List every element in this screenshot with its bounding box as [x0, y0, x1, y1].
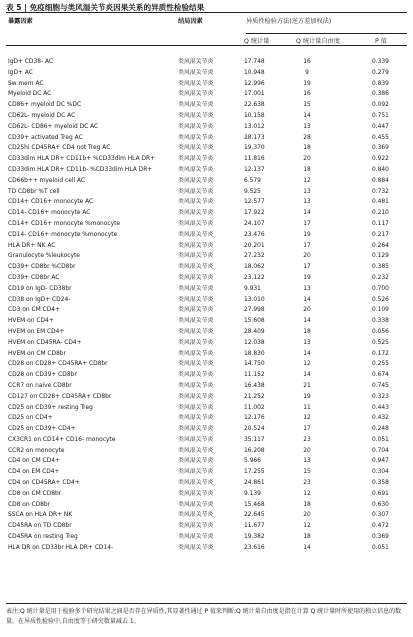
df-cell: 20 [303, 307, 311, 314]
q-cell: 16.208 [244, 447, 265, 454]
table-row [0, 122, 413, 133]
outcome-cell: 类风湿关节炎 [178, 156, 214, 163]
p-cell: 0.232 [372, 274, 389, 281]
df-cell: 18 [303, 166, 311, 173]
df-cell: 12 [303, 177, 311, 184]
df-cell: 14 [303, 210, 311, 217]
q-cell: 10.158 [244, 112, 265, 119]
q-cell: 20.524 [244, 426, 265, 433]
df-cell: 17 [303, 242, 311, 249]
df-cell: 15 [303, 469, 311, 476]
table-row [0, 89, 413, 100]
table-row [0, 543, 413, 554]
table-row [0, 478, 413, 489]
outcome-cell: 类风湿关节炎 [178, 544, 214, 551]
exposure-cell: CX3CR1 on CD14+ CD16- monocyte [8, 436, 116, 443]
p-cell: 0.674 [372, 372, 389, 379]
df-cell: 14 [303, 112, 311, 119]
q-cell: 6.579 [244, 177, 261, 184]
exposure-cell: TD CD8br %T cell [8, 188, 60, 195]
p-cell: 0.385 [372, 264, 389, 271]
table-row [0, 435, 413, 446]
df-cell: 13 [303, 123, 311, 130]
q-cell: 22.638 [244, 102, 265, 109]
q-cell: 17.922 [244, 210, 265, 217]
outcome-cell: 类风湿关节炎 [178, 534, 214, 541]
exposure-cell: CD25 on CD4+ [8, 415, 53, 422]
outcome-cell: 类风湿关节炎 [178, 80, 214, 87]
outcome-cell: 类风湿关节炎 [178, 166, 214, 173]
bottom-rule [6, 603, 407, 604]
exposure-cell: HLA DR+ NK AC [8, 242, 56, 249]
table-row [0, 500, 413, 511]
table-row [0, 532, 413, 543]
outcome-cell: 类风湿关节炎 [178, 350, 214, 357]
q-cell: 11.002 [244, 404, 265, 411]
outcome-cell: 类风湿关节炎 [178, 426, 214, 433]
outcome-cell: 类风湿关节炎 [178, 393, 214, 400]
p-cell: 0.051 [372, 436, 389, 443]
p-cell: 0.056 [372, 328, 389, 335]
exposure-cell: CD39+ CD8br AC [8, 274, 60, 281]
q-cell: 18.830 [244, 350, 265, 357]
exposure-cell: CD38 on IgD+ CD24- [8, 296, 71, 303]
exposure-cell: CD4 on CM CD4+ [8, 458, 60, 465]
df-cell: 17 [303, 220, 311, 227]
table-row [0, 510, 413, 521]
table-row [0, 327, 413, 338]
q-cell: 12.996 [244, 80, 265, 87]
exposure-cell: CD14+ CD16+ monocyte %monocyte [8, 220, 121, 227]
exposure-cell: HVEM on CD45RA- CD4+ [8, 339, 82, 346]
exposure-cell: Sw mem AC [8, 80, 44, 87]
exposure-cell: CD33dim HLA DR+ CD11b+ %CD33dim HLA DR+ [8, 156, 156, 163]
outcome-cell: 类风湿关节炎 [178, 339, 214, 346]
exposure-cell: CD25 on CD39+ CD4+ [8, 426, 76, 433]
outcome-cell: 类风湿关节炎 [178, 523, 214, 530]
exposure-cell: CD39+ CD8br %CD8br [8, 264, 76, 271]
table-row [0, 187, 413, 198]
df-cell: 19 [303, 80, 311, 87]
outcome-cell: 类风湿关节炎 [178, 382, 214, 389]
exposure-cell: CD4 on CD45RA+ CD4+ [8, 480, 80, 487]
df-cell: 18 [303, 328, 311, 335]
df-cell: 13 [303, 458, 311, 465]
outcome-cell: 类风湿关节炎 [178, 512, 214, 519]
p-cell: 0.447 [372, 123, 389, 130]
p-cell: 0.339 [372, 59, 389, 65]
exposure-cell: CD25hi CD45RA+ CD4 not Treg AC [8, 145, 111, 152]
exposure-cell: CD28 on CD28+ CD45RA+ CD8br [8, 361, 108, 368]
df-cell: 20 [303, 447, 311, 454]
p-cell: 0.386 [372, 91, 389, 98]
df-cell: 12 [303, 523, 311, 530]
p-cell: 0.481 [372, 199, 389, 206]
p-cell: 0.338 [372, 318, 389, 325]
exposure-cell: CD3 on CM CD4+ [8, 307, 60, 314]
p-cell: 0.455 [372, 134, 389, 141]
q-cell: 28.409 [244, 328, 265, 335]
p-cell: 0.432 [372, 415, 389, 422]
p-cell: 0.369 [372, 145, 389, 152]
table-row [0, 316, 413, 327]
outcome-cell: 类风湿关节炎 [178, 188, 214, 195]
outcome-cell: 类风湿关节炎 [178, 436, 214, 443]
df-cell: 20 [303, 156, 311, 163]
df-cell: 17 [303, 264, 311, 271]
table-row [0, 79, 413, 90]
exposure-cell: CD39+ activated Treg AC [8, 134, 83, 141]
q-cell: 21.252 [244, 393, 265, 400]
outcome-cell: 类风湿关节炎 [178, 404, 214, 411]
df-cell: 9 [305, 69, 309, 76]
outcome-cell: 类风湿关节炎 [178, 145, 214, 152]
df-cell: 20 [303, 512, 311, 519]
p-cell: 0.947 [372, 458, 389, 465]
header-test-method: 异质性检验方法(逆方差加权法) [246, 18, 332, 25]
table-row [0, 381, 413, 392]
df-cell: 13 [303, 339, 311, 346]
p-cell: 0.210 [372, 210, 389, 217]
df-cell: 15 [303, 102, 311, 109]
df-cell: 21 [303, 382, 311, 389]
p-cell: 0.109 [372, 307, 389, 314]
table-row [0, 230, 413, 241]
header-sub-rule [246, 33, 407, 34]
outcome-cell: 类风湿关节炎 [178, 285, 214, 292]
table-row [0, 456, 413, 467]
table-row [0, 262, 413, 273]
table-row [0, 359, 413, 370]
q-cell: 16.438 [244, 382, 265, 389]
df-cell: 13 [303, 188, 311, 195]
exposure-cell: IgD+ AC [8, 69, 33, 76]
header-p-value: P 值 [375, 38, 387, 45]
outcome-cell: 类风湿关节炎 [178, 469, 214, 476]
df-cell: 16 [303, 91, 311, 98]
p-cell: 0.217 [372, 231, 389, 238]
q-cell: 14.750 [244, 361, 265, 368]
p-cell: 0.691 [372, 490, 389, 497]
table-row [0, 489, 413, 500]
p-cell: 0.172 [372, 350, 389, 357]
p-cell: 0.279 [372, 69, 389, 76]
q-cell: 15.468 [244, 501, 265, 508]
outcome-cell: 类风湿关节炎 [178, 480, 214, 487]
q-cell: 12.577 [244, 199, 265, 206]
outcome-cell: 类风湿关节炎 [178, 123, 214, 130]
table-row [0, 273, 413, 284]
p-cell: 0.751 [372, 112, 389, 119]
table-row [0, 68, 413, 79]
outcome-cell: 类风湿关节炎 [178, 102, 214, 109]
q-cell: 9.139 [244, 490, 261, 497]
p-cell: 0.092 [372, 102, 389, 109]
table-row [0, 392, 413, 403]
p-cell: 0.443 [372, 404, 389, 411]
df-cell: 19 [303, 274, 311, 281]
outcome-cell: 类风湿关节炎 [178, 447, 214, 454]
outcome-cell: 类风湿关节炎 [178, 415, 214, 422]
q-cell: 11.816 [244, 156, 265, 163]
table-row [0, 165, 413, 176]
table-row [0, 424, 413, 435]
df-cell: 18 [303, 534, 311, 541]
p-cell: 0.839 [372, 80, 389, 87]
p-cell: 0.884 [372, 177, 389, 184]
outcome-cell: 类风湿关节炎 [178, 59, 214, 65]
p-cell: 0.700 [372, 285, 389, 292]
exposure-cell: CD62L- CD86+ myeloid DC AC [8, 123, 99, 130]
df-cell: 19 [303, 393, 311, 400]
q-cell: 9.525 [244, 188, 261, 195]
exposure-cell: HVEM on CM CD8br [8, 350, 66, 357]
df-cell: 12 [303, 415, 311, 422]
table-note: 表注:Q 统计量是用于检验多个研究结果之间是否存在异质性,其显著性通过 P 值来判断;Q 统计量自由度是指在计算 Q 统计量时所使用的独立信息的数量。在异质性检验中,自由度等于研究数量减去 1。 [6, 608, 402, 625]
table-row [0, 133, 413, 144]
p-cell: 0.264 [372, 242, 389, 249]
p-cell: 0.525 [372, 339, 389, 346]
table-row [0, 446, 413, 457]
q-cell: 17.748 [244, 59, 265, 65]
outcome-cell: 类风湿关节炎 [178, 361, 214, 368]
exposure-cell: HVEM on EM CD4+ [8, 328, 65, 335]
table-body [0, 57, 413, 554]
table-row [0, 100, 413, 111]
p-cell: 0.732 [372, 188, 389, 195]
table-row [0, 143, 413, 154]
table-row [0, 251, 413, 262]
df-cell: 13 [303, 285, 311, 292]
p-cell: 0.307 [372, 512, 389, 519]
table-row [0, 295, 413, 306]
q-cell: 28.173 [244, 134, 265, 141]
outcome-cell: 类风湿关节炎 [178, 307, 214, 314]
outcome-cell: 类风湿关节炎 [178, 318, 214, 325]
header-outcome: 结局因素 [178, 18, 203, 25]
outcome-cell: 类风湿关节炎 [178, 91, 214, 98]
table-row [0, 154, 413, 165]
q-cell: 24.861 [244, 480, 265, 487]
p-cell: 0.117 [372, 220, 389, 227]
df-cell: 14 [303, 296, 311, 303]
exposure-cell: CD4 on EM CD4+ [8, 469, 60, 476]
q-cell: 19.370 [244, 145, 265, 152]
exposure-cell: CD14- CD16+ monocyte AC [8, 210, 91, 217]
outcome-cell: 类风湿关节炎 [178, 242, 214, 249]
table-row [0, 467, 413, 478]
p-cell: 0.369 [372, 534, 389, 541]
exposure-cell: CD86+ myeloid DC %DC [8, 102, 82, 109]
exposure-cell: IgD+ CD38- AC [8, 59, 54, 65]
exposure-cell: CD8 on CM CD8br [8, 490, 62, 497]
outcome-cell: 类风湿关节炎 [178, 328, 214, 335]
q-cell: 13.012 [244, 123, 265, 130]
exposure-cell: CD19 on IgD- CD38br [8, 285, 72, 292]
outcome-cell: 类风湿关节炎 [178, 490, 214, 497]
exposure-cell: CCR2 on monocyte [8, 447, 65, 454]
exposure-cell: CD14+ CD16+ monocyte AC [8, 199, 94, 206]
exposure-cell: CCR7 on naive CD8br [8, 382, 72, 389]
q-cell: 23.616 [244, 544, 265, 551]
p-cell: 0.248 [372, 426, 389, 433]
q-cell: 12.038 [244, 339, 265, 346]
exposure-cell: HLA DR on CD33br HLA DR+ CD14- [8, 544, 114, 551]
outcome-cell: 类风湿关节炎 [178, 177, 214, 184]
q-cell: 13.010 [244, 296, 265, 303]
q-cell: 27.232 [244, 253, 265, 260]
outcome-cell: 类风湿关节炎 [178, 210, 214, 217]
exposure-cell: CD33dim HLA DR+ CD11b- %CD33dim HLA DR+ [8, 166, 153, 173]
top-rule [6, 12, 407, 13]
q-cell: 18.062 [244, 264, 265, 271]
table-row [0, 338, 413, 349]
df-cell: 17 [303, 426, 311, 433]
q-cell: 12.176 [244, 415, 265, 422]
outcome-cell: 类风湿关节炎 [178, 231, 214, 238]
p-cell: 0.630 [372, 501, 389, 508]
outcome-cell: 类风湿关节炎 [178, 372, 214, 379]
table-title: 表 5 | 免疫细胞与类风湿关节炎因果关系的异质性检验结果 [6, 3, 205, 12]
q-cell: 9.931 [244, 285, 261, 292]
q-cell: 19.382 [244, 534, 265, 541]
p-cell: 0.472 [372, 523, 389, 530]
table-row [0, 349, 413, 360]
p-cell: 0.255 [372, 361, 389, 368]
exposure-cell: Myeloid DC AC [8, 91, 52, 98]
exposure-cell: CD25 on CD39+ resting Treg [8, 404, 93, 411]
q-cell: 22.645 [244, 512, 265, 519]
table-row [0, 57, 413, 68]
df-cell: 14 [303, 544, 311, 551]
outcome-cell: 类风湿关节炎 [178, 274, 214, 281]
outcome-cell: 类风湿关节炎 [178, 296, 214, 303]
df-cell: 12 [303, 361, 311, 368]
q-cell: 11.152 [244, 372, 265, 379]
table-row [0, 111, 413, 122]
df-cell: 11 [303, 404, 311, 411]
table-row [0, 176, 413, 187]
header-q-df: Q 统计量自由度 [296, 38, 340, 45]
exposure-cell: CD66b++ myeloid cell AC [8, 177, 86, 184]
p-cell: 0.304 [372, 469, 389, 476]
table-row [0, 208, 413, 219]
header-exposure: 暴露因素 [8, 18, 33, 25]
exposure-cell: CD14- CD16+ monocyte %monocyte [8, 231, 118, 238]
df-cell: 12 [303, 490, 311, 497]
df-cell: 19 [303, 231, 311, 238]
p-cell: 0.051 [372, 544, 389, 551]
table-row [0, 521, 413, 532]
q-cell: 5.966 [244, 458, 261, 465]
table-row [0, 197, 413, 208]
df-cell: 23 [303, 436, 311, 443]
exposure-cell: HVEM on CD4+ [8, 318, 54, 325]
table-row [0, 284, 413, 295]
table-row [0, 305, 413, 316]
q-cell: 11.677 [244, 523, 265, 530]
p-cell: 0.704 [372, 447, 389, 454]
q-cell: 20.201 [244, 242, 265, 249]
p-cell: 0.323 [372, 393, 389, 400]
outcome-cell: 类风湿关节炎 [178, 220, 214, 227]
exposure-cell: Granulocyte %leukocyte [8, 253, 80, 260]
exposure-cell: CD45RA on TD CD8br [8, 523, 72, 530]
df-cell: 14 [303, 372, 311, 379]
table-row [0, 370, 413, 381]
outcome-cell: 类风湿关节炎 [178, 134, 214, 141]
df-cell: 18 [303, 501, 311, 508]
outcome-cell: 类风湿关节炎 [178, 112, 214, 119]
q-cell: 15.608 [244, 318, 265, 325]
exposure-cell: CD8 on CD8br [8, 501, 51, 508]
p-cell: 0.358 [372, 480, 389, 487]
outcome-cell: 类风湿关节炎 [178, 264, 214, 271]
q-cell: 17.255 [244, 469, 265, 476]
df-cell: 20 [303, 253, 311, 260]
p-cell: 0.526 [372, 296, 389, 303]
df-cell: 16 [303, 59, 311, 65]
outcome-cell: 类风湿关节炎 [178, 69, 214, 76]
exposure-cell: CD127 on CD28+ CD45RA+ CD8br [8, 393, 112, 400]
table-row [0, 219, 413, 230]
exposure-cell: CD28 on CD39+ CD8br [8, 372, 77, 379]
outcome-cell: 类风湿关节炎 [178, 199, 214, 206]
p-cell: 0.922 [372, 156, 389, 163]
outcome-cell: 类风湿关节炎 [178, 501, 214, 508]
q-cell: 23.476 [244, 231, 265, 238]
q-cell: 17.001 [244, 91, 265, 98]
exposure-cell: CD45RA on resting Treg [8, 534, 78, 541]
table-row [0, 413, 413, 424]
df-cell: 13 [303, 199, 311, 206]
exposure-cell: SSCA on HLA DR+ NK [8, 512, 73, 519]
df-cell: 14 [303, 318, 311, 325]
df-cell: 18 [303, 145, 311, 152]
df-cell: 28 [303, 134, 311, 141]
q-cell: 24.107 [244, 220, 265, 227]
outcome-cell: 类风湿关节炎 [178, 458, 214, 465]
header-rule [6, 45, 407, 46]
q-cell: 12.137 [244, 166, 265, 173]
header-q-statistic: Q 统计量 [244, 38, 270, 45]
q-cell: 23.122 [244, 274, 265, 281]
outcome-cell: 类风湿关节炎 [178, 253, 214, 260]
exposure-cell: CD62L- myeloid DC AC [8, 112, 76, 119]
p-cell: 0.129 [372, 253, 389, 260]
q-cell: 27.998 [244, 307, 265, 314]
table-row [0, 241, 413, 252]
table-row [0, 403, 413, 414]
p-cell: 0.840 [372, 166, 389, 173]
q-cell: 35.117 [244, 436, 265, 443]
p-cell: 0.745 [372, 382, 389, 389]
df-cell: 23 [303, 480, 311, 487]
df-cell: 14 [303, 350, 311, 357]
q-cell: 10.948 [244, 69, 265, 76]
